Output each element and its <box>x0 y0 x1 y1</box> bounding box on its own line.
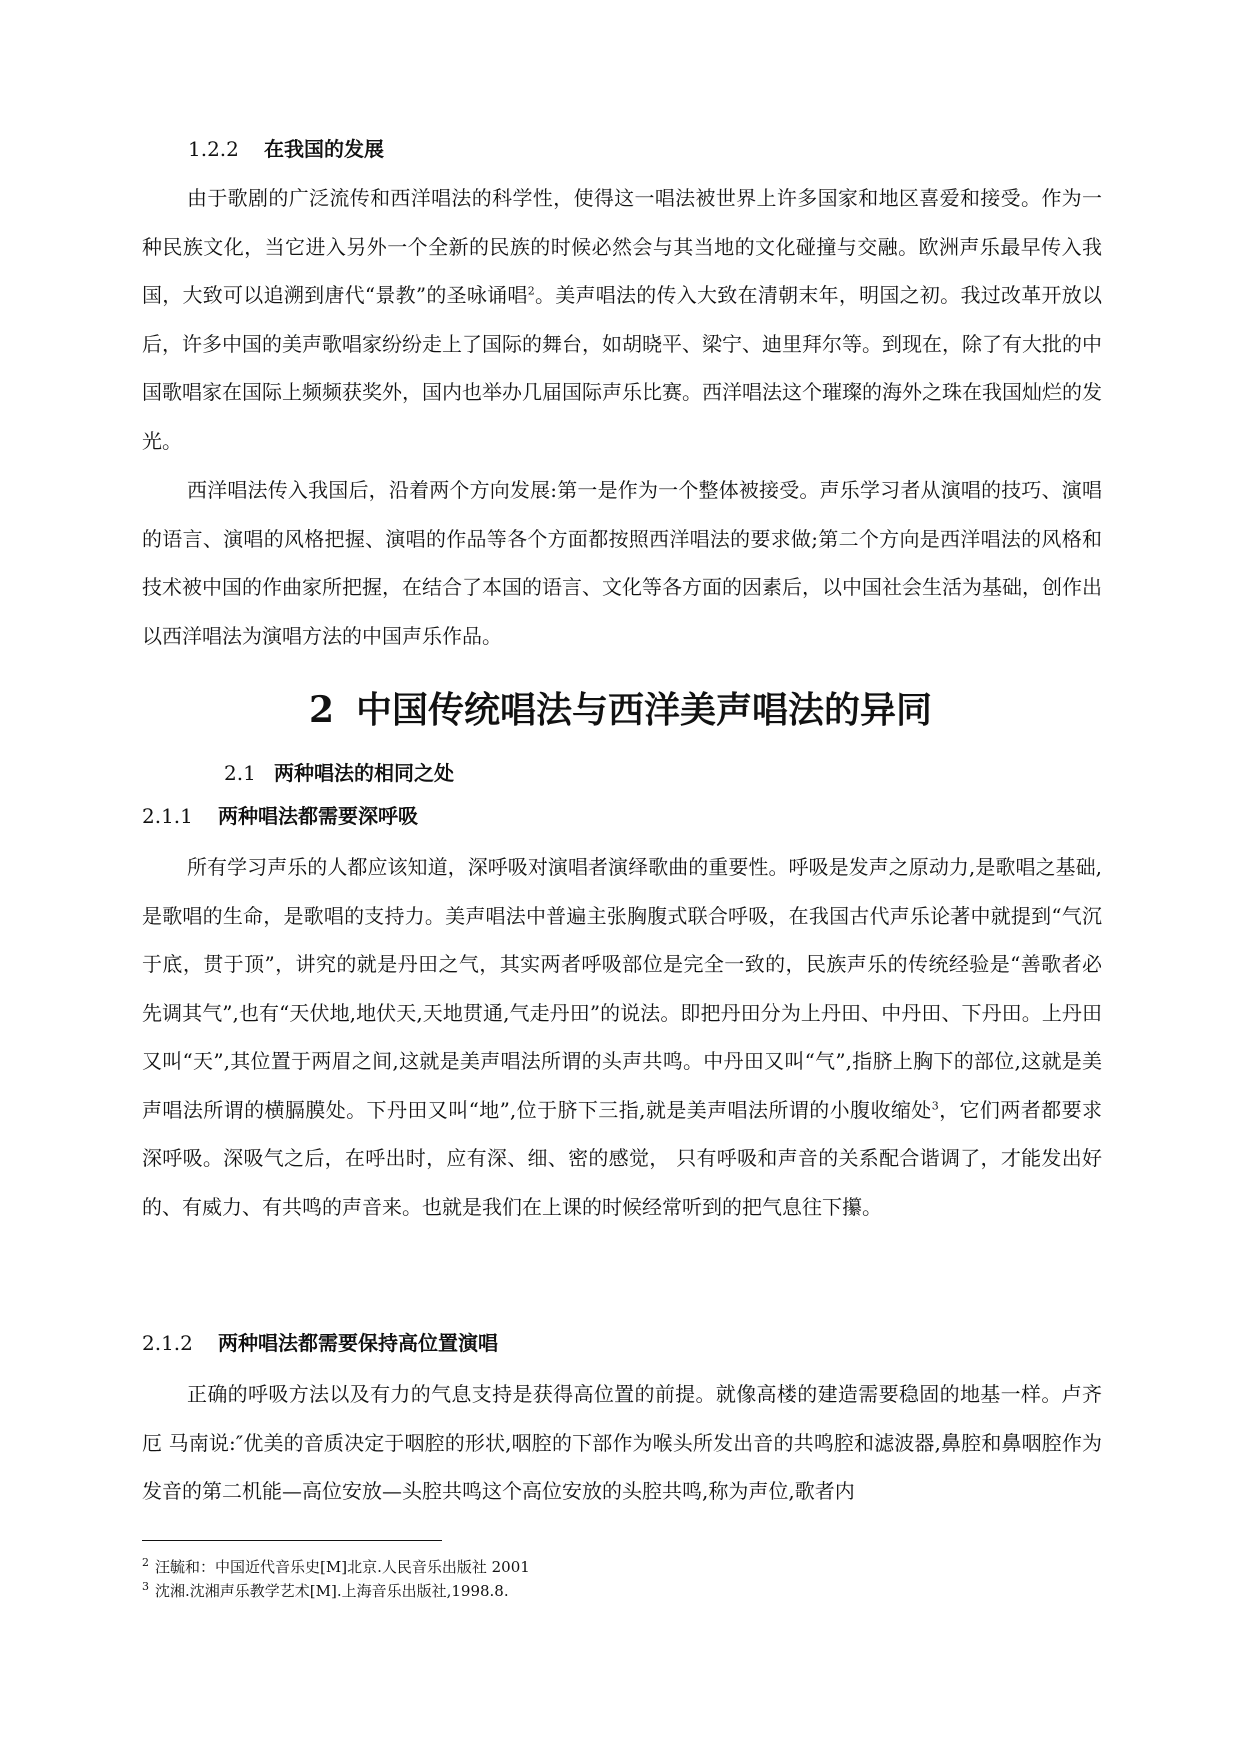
footnote-divider <box>142 1540 442 1541</box>
paragraph-text: 正确的呼吸方法以及有力的气息支持是获得高位置的前提。就像高楼的建造需要稳固的地基一样。卢齐厄 马南说:″优美的音质决定于咽腔的形状,咽腔的下部作为喉头所发出音的共鸣腔和滤波器,鼻腔和鼻咽腔作为发音的第二机能—高位安放—头腔共鸣这个高位安放的头腔共鸣,称为声位,歌者内 <box>142 1382 1102 1503</box>
footnote-ref: 3 <box>931 1098 939 1112</box>
footnote <box>142 1580 509 1602</box>
paragraph-text: ，它们两者都要求深呼吸。深吸气之后，在呼出时，应有深、细、密的感觉， 只有呼吸和声音的关系配合谐调了，才能发出好的、有威力、有共鸣的声音来。也就是我们在上课的时候经常听到的把气息往下攥。 <box>142 1097 1102 1219</box>
section-heading-2-1 <box>224 758 454 788</box>
paragraph-text: 西洋唱法传入我国后，沿着两个方向发展:第一是作为一个整体被接受。声乐学习者从演唱的技巧、演唱的语言、演唱的风格把握、演唱的作品等各个方面都按照西洋唱法的要求做;第二个方向是西洋唱法的风格和技术被中国的作曲家所把握，在结合了本国的语言、文化等各方面的因素后，以中国社会生活为基础，创作出以西洋唱法为演唱方法的中国声乐作品。 <box>142 478 1102 648</box>
section-title: 两种唱法的相同之处 <box>274 761 454 785</box>
paragraph-text: 。美声唱法的传入大致在清朝末年，明国之初。我过改革开放以后，许多中国的美声歌唱家纷纷走上了国际的舞台，如胡晓平、梁宁、迪里拜尔等。到现在，除了有大批的中国歌唱家在国际上频频获奖外，国内也举办几届国际声乐比赛。西洋唱法这个璀璨的海外之珠在我国灿烂的发光。 <box>142 283 1103 453</box>
paragraph-text: 由于歌剧的广泛流传和西洋唱法的科学性，使得这一唱法被世界上许多国家和地区喜爱和接受。作为一种民族文化，当它进入另外一个全新的民族的时候必然会与其当地的文化碰撞与交融。欧洲声乐最早传入我国，大致可以追溯到唐代“景教”的圣咏诵唱 <box>142 186 1102 307</box>
footnote <box>142 1556 530 1578</box>
section-title: 两种唱法都需要保持高位置演唱 <box>218 1331 498 1355</box>
paragraph-development-in-china <box>142 174 1102 465</box>
section-title: 在我国的发展 <box>264 137 384 161</box>
chapter-title: 中国传统唱法与西洋美声唱法的异同 <box>356 689 933 731</box>
chapter-number: 2 <box>308 689 335 731</box>
paragraph-text: 所有学习声乐的人都应该知道，深呼吸对演唱者演绎歌曲的重要性。呼吸是发声之原动力,是歌唱之基础,是歌唱的生命，是歌唱的支持力。美声唱法中普遍主张胸腹式联合呼吸，在我国古代声乐论著中就提到“气沉于底，贯于顶”，讲究的就是丹田之气，其实两者呼吸部位是完全一致的，民族声乐的传统经验是“善歌者必先调其气”,也有“天伏地,地伏天,天地贯通,气走丹田”的说法。即把丹田分为上丹田、中丹田、下丹田。上丹田又叫“天”,其位置于两眉之间,这就是美声唱法所谓的头声共鸣。中丹田又叫“气”,指脐上胸下的部位,这就是美声唱法所谓的横膈膜处。下丹田又叫“地”,位于脐下三指,就是美声唱法所谓的小腹收缩处 <box>142 855 1102 1122</box>
chapter-heading <box>0 684 1241 736</box>
footnote-mark: 3 <box>142 1580 149 1593</box>
footnote-mark: 2 <box>142 1556 149 1569</box>
paragraph-deep-breathing <box>142 843 1102 1231</box>
section-number: 1.2.2 <box>188 137 239 161</box>
footnote-text: 汪毓和：中国近代音乐史[M]北京.人民音乐出版社 2001 <box>155 1558 530 1576</box>
section-number: 2.1 <box>224 761 256 785</box>
section-number: 2.1.1 <box>142 804 193 828</box>
section-number: 2.1.2 <box>142 1331 193 1355</box>
section-heading-1-2-2 <box>188 134 384 164</box>
paragraph-two-directions <box>142 466 1102 660</box>
section-heading-2-1-1 <box>142 801 418 831</box>
paragraph-high-position <box>142 1370 1102 1516</box>
footnote-text: 沈湘.沈湘声乐教学艺术[M].上海音乐出版社,1998.8. <box>155 1582 509 1600</box>
section-title: 两种唱法都需要深呼吸 <box>218 804 418 828</box>
section-heading-2-1-2 <box>142 1328 498 1358</box>
footnote-ref: 2 <box>527 284 535 298</box>
